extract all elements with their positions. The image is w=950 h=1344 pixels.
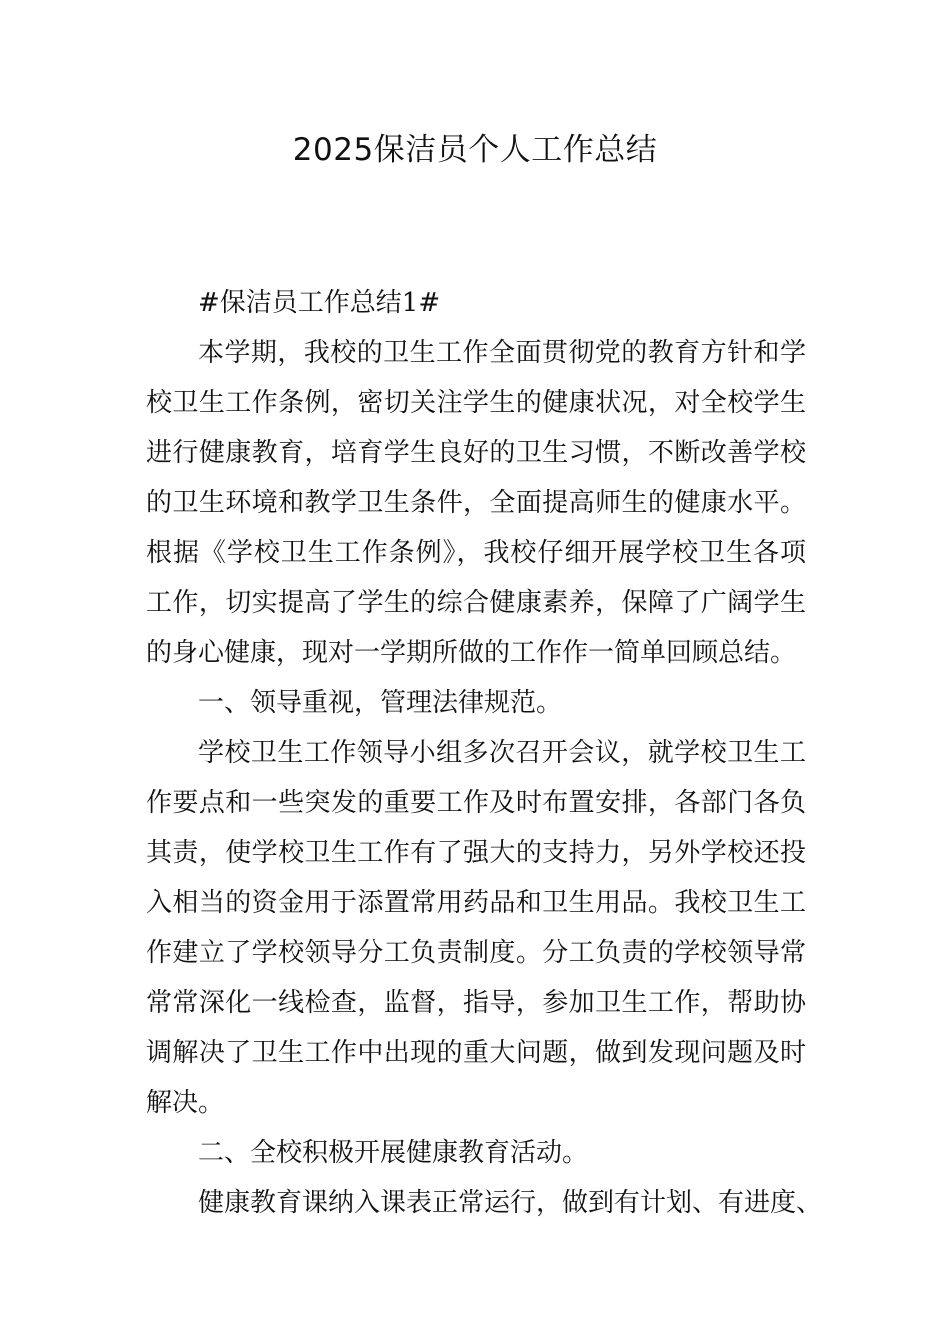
body-paragraph-health-education: 健康教育课纳入课表正常运行，做到有计划、有进度、 <box>198 1188 823 1218</box>
section-heading-leadership: 一、领导重视，管理法律规范。 <box>198 688 563 718</box>
section-heading-summary-1: #保洁员工作总结1# <box>198 288 441 318</box>
document-title: 2025保洁员个人工作总结 <box>292 132 658 168</box>
document-body <box>146 278 823 1228</box>
section-heading-health-education: 二、全校积极开展健康教育活动。 <box>198 1138 589 1168</box>
body-paragraph-intro: 本学期，我校的卫生工作全面贯彻党的教育方针和学校卫生工作条例，密切关注学生的健康状况，对全校学生进行健康教育，培育学生良好的卫生习惯，不断改善学校的卫生环境和教学卫生条件，全面提高师生的健康水平。根据《学校卫生工作条例》，我校仔细开展学校卫生各项工作，切实提高了学生的综合健康素养，保障了广阔学生的身心健康，现对一学期所做的工作作一简单回顾总结。 <box>146 338 806 668</box>
body-paragraph-leadership: 学校卫生工作领导小组多次召开会议，就学校卫生工作要点和一些突发的重要工作及时布置安排，各部门各负其责，使学校卫生工作有了强大的支持力，另外学校还投入相当的资金用于添置常用药品和卫生用品。我校卫生工作建立了学校领导分工负责制度。分工负责的学校领导常常常深化一线检查，监督，指导，参加卫生工作，帮助协调解决了卫生工作中出现的重大问题，做到发现问题及时解决。 <box>146 738 806 1118</box>
